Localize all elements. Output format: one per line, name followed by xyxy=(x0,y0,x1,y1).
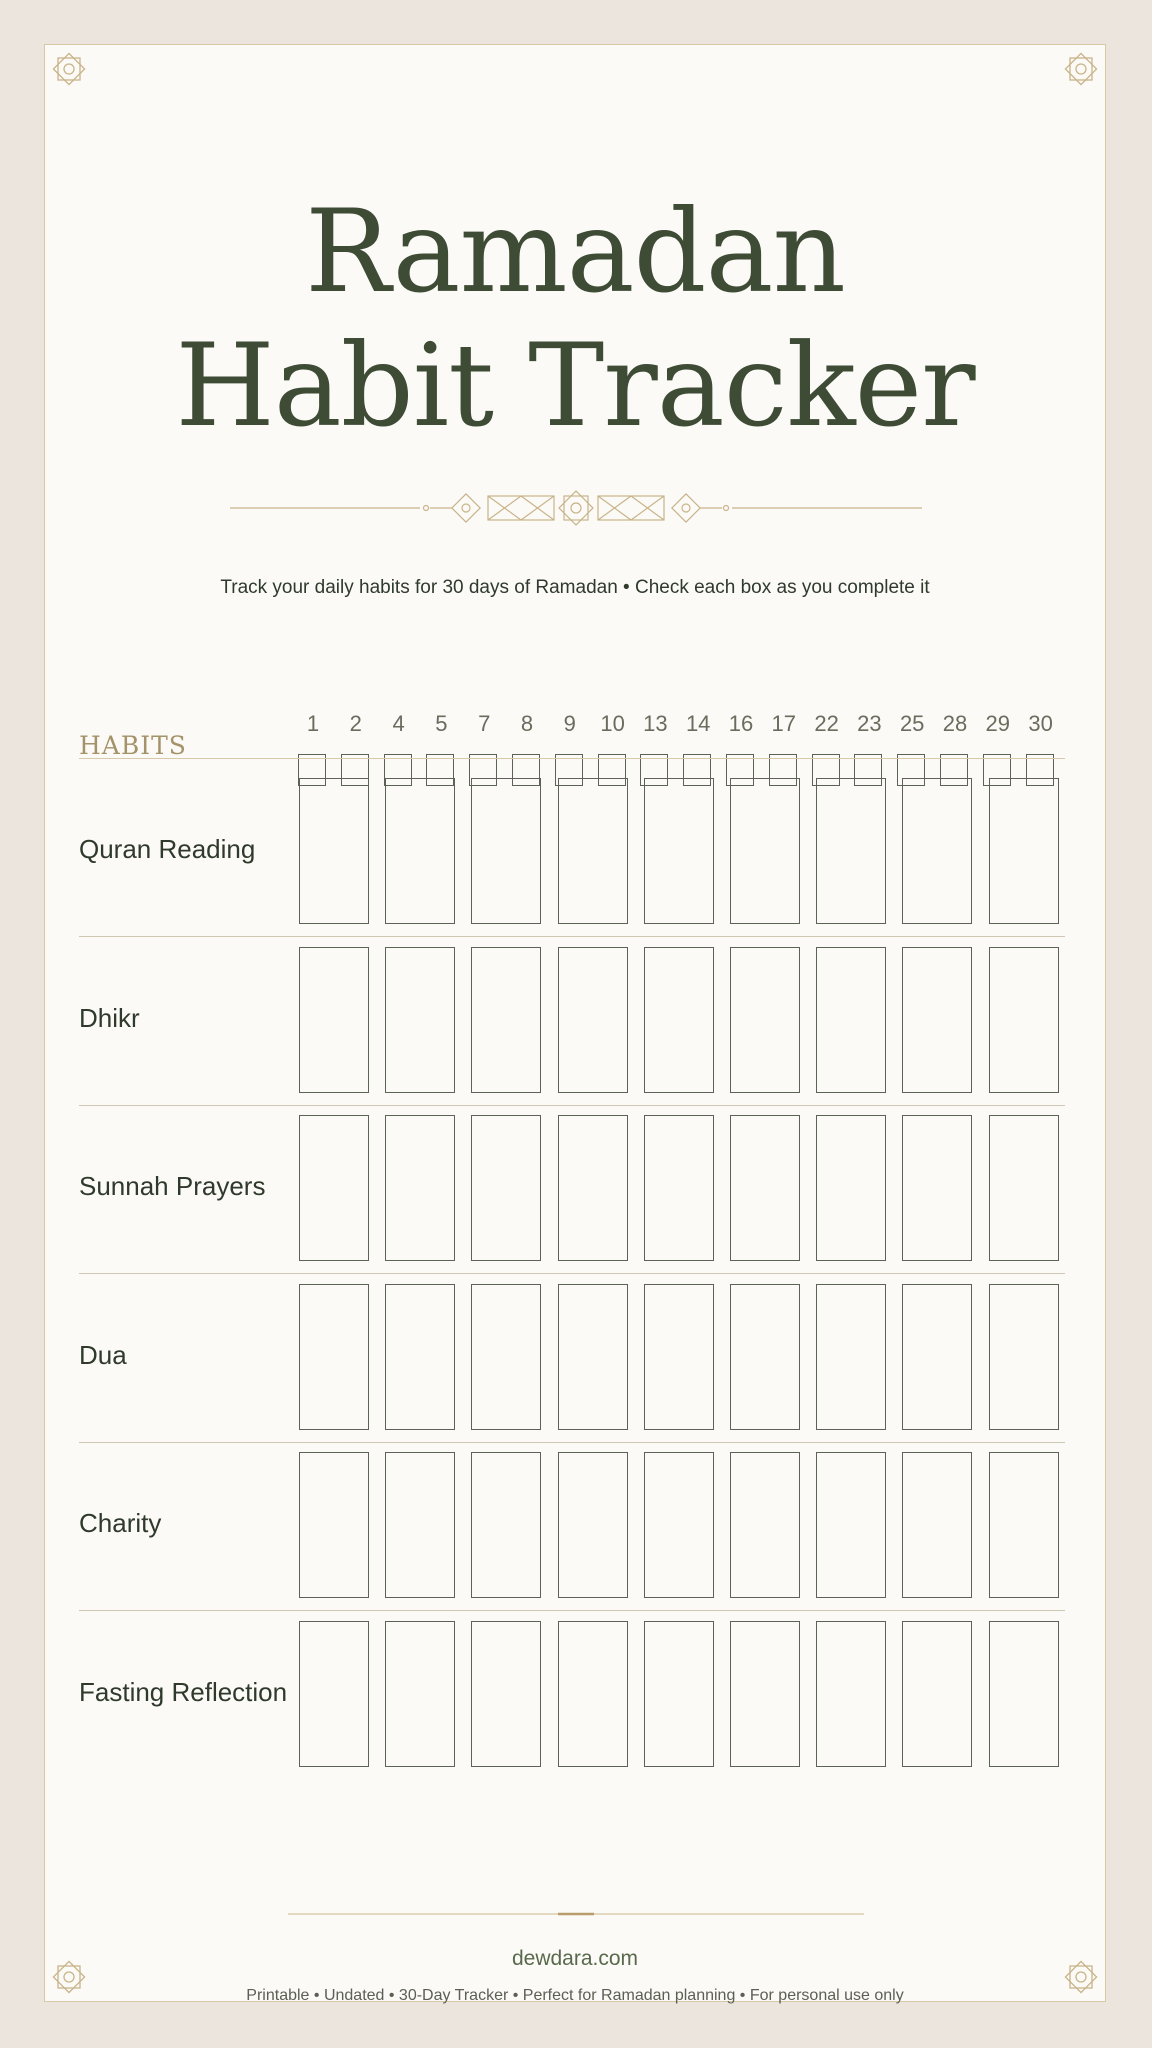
habit-checkbox[interactable] xyxy=(989,778,1059,924)
habit-checkbox[interactable] xyxy=(644,947,714,1093)
habit-name: Charity xyxy=(79,1508,162,1538)
tracker-sheet xyxy=(44,44,1106,2002)
habit-checkbox[interactable] xyxy=(816,1115,886,1261)
habit-checkbox[interactable] xyxy=(385,1452,455,1598)
habit-checkbox[interactable] xyxy=(644,1284,714,1430)
habit-checkbox[interactable] xyxy=(730,947,800,1093)
day-number: 14 xyxy=(685,711,711,736)
habit-name: Dhikr xyxy=(79,1002,140,1033)
habit-checkbox[interactable] xyxy=(989,1284,1059,1430)
habit-checkbox[interactable] xyxy=(299,947,369,1093)
habit-checkbox[interactable] xyxy=(902,947,972,1093)
habit-checkbox[interactable] xyxy=(471,1284,541,1430)
habit-name: Sunnah Prayers xyxy=(79,1171,266,1201)
day-number: 17 xyxy=(771,711,797,736)
habit-checkbox[interactable] xyxy=(989,947,1059,1093)
habit-checkbox[interactable] xyxy=(471,1115,541,1261)
habit-checkbox[interactable] xyxy=(902,1115,972,1261)
habit-checkbox[interactable] xyxy=(385,778,455,924)
day-number: 9 xyxy=(563,711,576,736)
row-divider xyxy=(79,1105,1065,1106)
habit-checkbox[interactable] xyxy=(299,778,369,924)
title-line-2: Habit Tracker xyxy=(175,319,975,452)
habit-checkbox[interactable] xyxy=(471,1621,541,1767)
habit-checkbox[interactable] xyxy=(558,1284,628,1430)
row-divider xyxy=(79,1610,1065,1611)
day-number: 25 xyxy=(899,711,925,736)
day-number: 30 xyxy=(1028,711,1053,736)
habit-checkbox[interactable] xyxy=(299,1284,369,1430)
day-number: 4 xyxy=(392,711,405,736)
habit-checkbox[interactable] xyxy=(816,1284,886,1430)
day-number: 13 xyxy=(643,711,668,736)
habit-name: Dua xyxy=(79,1339,127,1370)
habit-checkbox[interactable] xyxy=(989,1452,1059,1598)
day-number: 2 xyxy=(349,711,362,736)
habit-checkbox[interactable] xyxy=(299,1621,369,1767)
habit-checkbox[interactable] xyxy=(385,1115,455,1261)
row-divider xyxy=(79,936,1065,937)
habit-checkbox[interactable] xyxy=(816,1452,886,1598)
day-number: 8 xyxy=(520,711,534,736)
day-number: 28 xyxy=(942,711,968,736)
habit-checkbox[interactable] xyxy=(902,1284,972,1430)
row-divider xyxy=(79,1442,1065,1443)
day-number: 7 xyxy=(478,711,491,736)
habit-checkbox[interactable] xyxy=(730,1115,800,1261)
habit-checkbox[interactable] xyxy=(644,1621,714,1767)
habit-name: Quran Reading xyxy=(79,834,256,864)
day-number: 5 xyxy=(435,711,448,736)
habit-checkbox[interactable] xyxy=(471,1452,541,1598)
habit-checkbox[interactable] xyxy=(558,947,628,1093)
habit-checkbox[interactable] xyxy=(558,1115,628,1261)
habit-checkbox[interactable] xyxy=(299,1115,369,1261)
header-divider xyxy=(79,758,1065,759)
day-number: 1 xyxy=(306,711,320,736)
habit-checkbox[interactable] xyxy=(385,947,455,1093)
habit-checkbox[interactable] xyxy=(730,1621,800,1767)
habit-checkbox[interactable] xyxy=(730,1452,800,1598)
day-number: 22 xyxy=(814,711,839,736)
habit-checkbox[interactable] xyxy=(816,1621,886,1767)
corner-star-icon xyxy=(1059,47,1103,91)
title-line-1: Ramadan xyxy=(305,185,845,318)
row-divider xyxy=(79,1273,1065,1274)
habit-checkbox[interactable] xyxy=(558,778,628,924)
footer-divider xyxy=(288,1911,864,1917)
habit-checkbox[interactable] xyxy=(471,778,541,924)
day-number: 10 xyxy=(600,711,625,736)
subtitle: Track your daily habits for 30 days of Ramadan • Check each box as you complete it xyxy=(220,577,930,598)
habit-checkbox[interactable] xyxy=(816,778,886,924)
habit-checkbox[interactable] xyxy=(644,778,714,924)
habit-checkbox[interactable] xyxy=(730,1284,800,1430)
habit-checkbox[interactable] xyxy=(385,1621,455,1767)
ornamental-divider-icon xyxy=(230,490,922,526)
day-number: 29 xyxy=(985,711,1011,736)
habit-checkbox[interactable] xyxy=(385,1284,455,1430)
habit-checkbox[interactable] xyxy=(558,1621,628,1767)
site-url: dewdara.com xyxy=(511,1947,639,1970)
habit-checkbox[interactable] xyxy=(989,1115,1059,1261)
habit-checkbox[interactable] xyxy=(644,1452,714,1598)
habit-checkbox[interactable] xyxy=(299,1452,369,1598)
habit-checkbox[interactable] xyxy=(989,1621,1059,1767)
footer-tagline: Printable • Undated • 30-Day Tracker • Perfect for Ramadan planning • For personal use only xyxy=(246,1987,904,2004)
habit-checkbox[interactable] xyxy=(644,1115,714,1261)
page-title xyxy=(45,185,1105,453)
habits-column-label: HABITS xyxy=(79,731,187,760)
habit-name: Fasting Reflection xyxy=(79,1676,288,1707)
habit-checkbox[interactable] xyxy=(816,947,886,1093)
corner-star-icon xyxy=(47,47,91,91)
habit-checkbox[interactable] xyxy=(902,778,972,924)
day-number: 16 xyxy=(728,711,754,736)
habit-checkbox[interactable] xyxy=(902,1452,972,1598)
habit-checkbox[interactable] xyxy=(730,778,800,924)
habit-checkbox[interactable] xyxy=(471,947,541,1093)
day-number: 23 xyxy=(857,711,882,736)
habit-checkbox[interactable] xyxy=(558,1452,628,1598)
habit-checkbox[interactable] xyxy=(902,1621,972,1767)
